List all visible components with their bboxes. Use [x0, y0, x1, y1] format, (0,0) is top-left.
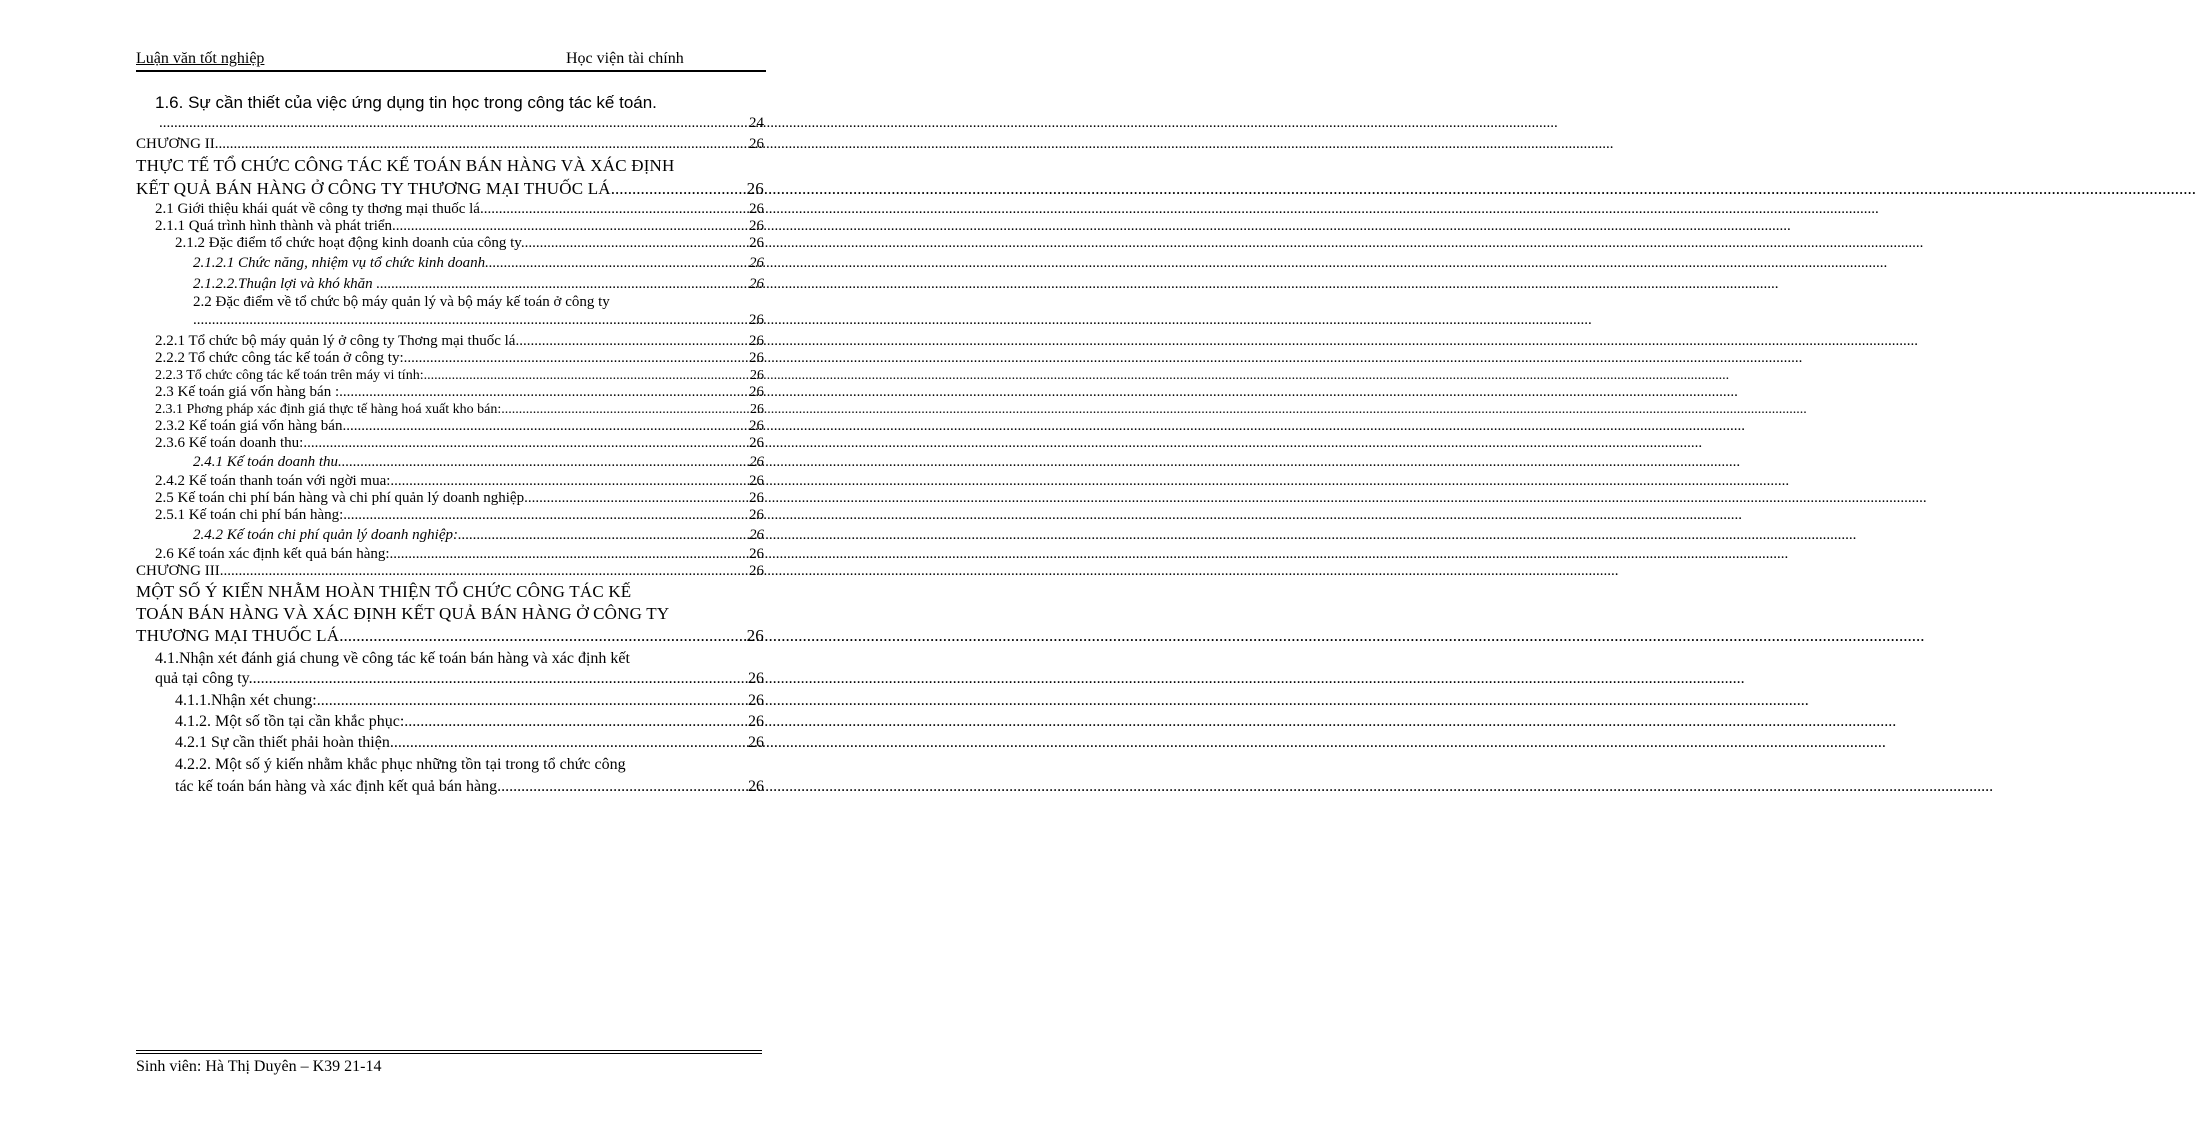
page-number: 26 — [748, 713, 764, 730]
entry-title: 2.1.1 Quá trình hình thành và phát triển — [155, 218, 393, 234]
toc-row-chapter-2 — [136, 137, 764, 153]
page-number: 26 — [750, 368, 764, 383]
leader-dots — [380, 277, 748, 293]
toc-row — [155, 403, 764, 418]
section-4-1-title-line: 4.1.Nhận xét đánh giá chung về công tác kế toán bán hàng và xác định kết — [155, 650, 630, 667]
page-number: 26 — [749, 136, 764, 152]
toc-row — [159, 116, 764, 132]
leader-dots — [215, 137, 748, 153]
page-number: 26 — [749, 473, 764, 489]
toc-row — [155, 419, 764, 435]
leader-dots — [501, 779, 747, 796]
toc-row — [155, 671, 764, 688]
leader-dots — [253, 671, 747, 688]
chapter-title: THƯƠNG MẠI THUỐC LÁ — [136, 626, 340, 645]
leader-dots — [528, 491, 748, 507]
chapter-label: CHƯƠNG II — [136, 136, 215, 152]
chapter-label: CHƯƠNG III — [136, 563, 220, 579]
toc-row — [175, 693, 764, 710]
toc-row — [155, 219, 764, 235]
page-number: 26 — [749, 350, 764, 366]
leader-dots — [519, 334, 748, 350]
leader-dots — [404, 351, 748, 367]
page-number: 26 — [749, 235, 764, 251]
page-number: 24 — [749, 115, 764, 131]
leader-dots — [424, 369, 749, 384]
leader-dots — [394, 735, 747, 752]
toc-row — [155, 202, 764, 218]
entry-title: 4.2.1 Sự cần thiết phải hoàn thiện. — [175, 734, 394, 751]
toc-row — [193, 277, 764, 293]
toc-row — [193, 313, 764, 329]
toc-row — [155, 474, 764, 490]
leader-dots — [339, 385, 748, 401]
leader-dots — [611, 180, 746, 198]
leader-dots — [303, 436, 748, 452]
entry-title: 2.1 Giới thiệu khái quát về công ty thơng mại thuốc lá — [155, 201, 480, 217]
toc-row — [175, 236, 764, 252]
chapter-3-title-line: MỘT SỐ Ý KIẾN NHẰM HOÀN THIỆN TỔ CHỨC CÔNG TÁC KẾ — [136, 582, 632, 601]
toc-row — [155, 334, 764, 350]
entry-title: 2.1.2.2.Thuận lợi và khó khăn . — [193, 276, 381, 292]
page-number: 26 — [748, 670, 764, 687]
page-number: 26 — [749, 312, 764, 328]
toc-row — [175, 714, 764, 731]
chapter-title: KẾT QUẢ BÁN HÀNG Ở CÔNG TY THƯƠNG MẠI THUỐC LÁ — [136, 179, 611, 198]
leader-dots — [317, 693, 747, 710]
toc-row — [193, 256, 764, 272]
toc-row — [155, 547, 764, 563]
page-number: 26 — [746, 626, 764, 645]
entry-title: 2.5 Kế toán chi phí bán hàng và chi phí quản lý doanh nghiệp. — [155, 490, 528, 506]
chapter-2-title-line: THỰC TẾ TỔ CHỨC CÔNG TÁC KẾ TOÁN BÁN HÀNG VÀ XÁC ĐỊNH — [136, 156, 675, 175]
entry-title: 4.1.1.Nhận xét chung: — [175, 692, 317, 709]
page-number: 26 — [749, 546, 764, 562]
entry-title: 2.4.1 Kế toán doanh thu. — [193, 454, 342, 470]
leader-dots — [193, 313, 748, 329]
entry-title: 2.3 Kế toán giá vốn hàng bán : — [155, 384, 340, 400]
entry-title: 2.5.1 Kế toán chi phí bán hàng: — [155, 507, 344, 523]
toc-row-chapter-2-title — [136, 180, 764, 198]
toc-row — [175, 735, 764, 752]
page-number: 26 — [749, 507, 764, 523]
entry-title: 2.3.2 Kế toán giá vốn hàng bán. — [155, 418, 347, 434]
table-of-contents — [0, 0, 816, 1123]
leader-dots — [390, 547, 748, 563]
entry-title: 2.2.1 Tổ chức bộ máy quản lý ở công ty Thơng mại thuốc lá. — [155, 333, 520, 349]
header-institution-label: Học viện tài chính — [566, 50, 684, 67]
page-number: 26 — [749, 333, 764, 349]
section-4-2-2-title-line: 4.2.2. Một số ý kiến nhằm khắc phục những tồn tại trong tổ chức công — [175, 756, 626, 773]
leader-dots — [404, 714, 747, 731]
toc-row — [193, 455, 764, 471]
entry-title: 2.4.2 Kế toán chi phí quản lý doanh nghiệp: — [193, 527, 458, 543]
toc-title-1-6: 1.6. Sự cần thiết của việc ứng dụng tin học trong công tác kế toán. — [155, 93, 657, 112]
leader-dots — [342, 455, 748, 471]
page-number: 26 — [749, 563, 764, 579]
toc-row — [193, 528, 764, 544]
page-number: 26 — [749, 201, 764, 217]
page-footer: Sinh viên: Hà Thị Duyên – K39 21-14 — [136, 1058, 382, 1075]
entry-title: 2.1.2.1 Chức năng, nhiệm vụ tổ chức kinh doanh. — [193, 255, 489, 271]
leader-dots — [390, 474, 748, 490]
chapter-3-title-line: TOÁN BÁN HÀNG VÀ XÁC ĐỊNH KẾT QUẢ BÁN HÀNG Ở CÔNG TY — [136, 604, 670, 623]
page-number: 26 — [748, 778, 764, 795]
leader-dots — [458, 528, 748, 544]
leader-dots — [501, 403, 749, 418]
entry-title: tác kế toán bán hàng và xác định kết quả bán hàng. — [175, 778, 502, 795]
toc-row — [155, 508, 764, 524]
entry-title: 4.1.2. Một số tồn tại cần khắc phục: — [175, 713, 405, 730]
toc-row — [155, 351, 764, 367]
entry-title: 2.3.1 Phơng pháp xác định giá thực tế hàng hoá xuất kho bán: — [155, 402, 502, 417]
header-thesis-label: Luận văn tốt nghiệp — [136, 50, 265, 67]
leader-dots — [159, 116, 748, 132]
page-number: 26 — [750, 402, 764, 417]
page-number: 26 — [749, 490, 764, 506]
page-number: 26 — [749, 527, 764, 543]
entry-title: 2.2.2 Tổ chức công tác kế toán ở công ty: — [155, 350, 404, 366]
entry-title: 2.1.2 Đặc điểm tổ chức hoạt động kinh doanh của công ty. — [175, 235, 525, 251]
toc-row — [155, 491, 764, 507]
leader-dots — [489, 256, 748, 272]
toc-row-chapter-3-title — [136, 627, 764, 645]
page-number: 26 — [748, 692, 764, 709]
entry-title: quả tại công ty. — [155, 670, 253, 687]
footer-rule — [136, 1050, 762, 1051]
leader-dots — [480, 202, 748, 218]
entry-title: 2.2.3 Tổ chức công tác kế toán trên máy vi tính: — [155, 368, 424, 383]
leader-dots — [343, 508, 748, 524]
page-number: 26 — [749, 218, 764, 234]
page-number: 26 — [749, 454, 764, 470]
page-number: 26 — [749, 255, 764, 271]
page-number: 26 — [749, 384, 764, 400]
entry-title: 2.6 Kế toán xác định kết quả bán hàng: — [155, 546, 390, 562]
page-number: 26 — [749, 418, 764, 434]
toc-row — [155, 436, 764, 452]
page-number: 26 — [748, 734, 764, 751]
toc-row — [155, 385, 764, 401]
page-number: 26 — [749, 435, 764, 451]
toc-row — [175, 779, 764, 796]
toc-row-chapter-3 — [136, 564, 764, 580]
entry-title: 2.3.6 Kế toán doanh thu: — [155, 435, 304, 451]
page-number: 26 — [746, 179, 764, 198]
toc-row — [155, 369, 764, 384]
leader-dots — [525, 236, 748, 252]
entry-title: 2.4.2 Kế toán thanh toán với ngời mua: — [155, 473, 391, 489]
leader-dots — [392, 219, 748, 235]
leader-dots — [339, 627, 745, 645]
leader-dots — [346, 419, 748, 435]
section-2-2-title-line: 2.2 Đặc điểm về tổ chức bộ máy quản lý và bộ máy kế toán ở công ty — [193, 294, 610, 310]
page-number: 26 — [749, 276, 764, 292]
leader-dots — [220, 564, 748, 580]
footer-rule — [136, 1053, 762, 1054]
